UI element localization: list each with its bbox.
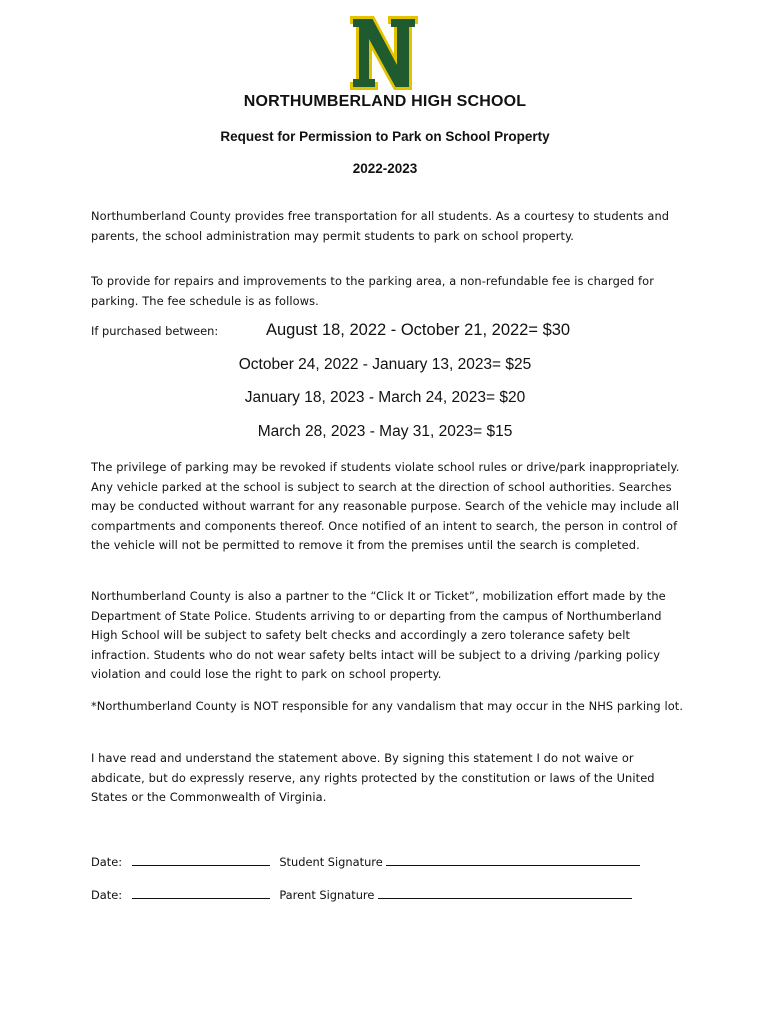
fee-line: January 18, 2023 - March 24, 2023= $20 [244, 389, 526, 406]
student-signature-label: Student Signature [279, 855, 383, 869]
school-year: 2022-2023 [352, 161, 418, 176]
acknowledgement-paragraph: I have read and understand the statement above. By signing this statement I do not waive or abdicate, but do expressly reserve, any rights protected by the constitution or laws of the United States or the Commonwealth of Virginia. [91, 751, 655, 804]
fee-line: March 28, 2023 - May 31, 2023= $15 [257, 423, 513, 440]
school-name: NORTHUMBERLAND HIGH SCHOOL [243, 93, 527, 110]
fee-line: August 18, 2022 - October 21, 2022= $30 [266, 321, 571, 339]
student-signature-field[interactable] [386, 853, 640, 866]
parent-signature-field[interactable] [378, 886, 632, 899]
parent-signature-row [91, 886, 632, 902]
parent-signature-label: Parent Signature [279, 888, 375, 902]
form-title: Request for Permission to Park on School Property [220, 129, 550, 144]
date-label: Date: [91, 888, 123, 902]
date-label: Date: [91, 855, 123, 869]
fee-line: October 24, 2022 - January 13, 2023= $25 [238, 356, 532, 373]
student-date-field[interactable] [132, 853, 270, 866]
parent-date-field[interactable] [132, 886, 270, 899]
intro-paragraph: Northumberland County provides free transportation for all students. As a courtesy to students and parents, the school administration may permit students to park on school property. [91, 209, 670, 243]
revocation-paragraph: The privilege of parking may be revoked if students violate school rules or drive/park inappropriately. Any vehicle parked at the school is subject to search at the direction of school authorities. Searches may be conducted without warrant for any reasonable purpose. Search of the vehicle may include all compartments and components thereof. Once notified of an intent to search, the person in control of the vehicle will not be permitted to remove it from the premises until the search is completed. [91, 460, 680, 552]
click-it-paragraph: Northumberland County is also a partner to the “Click It or Ticket”, mobilization effort made by the Department of State Police. Students arriving to or departing from the campus of Northumberland High School will be subject to safety belt checks and accordingly a zero tolerance safety belt infraction. Students who do not wear safety belts intact will be subject to a driving /parking policy violation and could lose the right to park on school property. [91, 589, 666, 681]
fee-intro-paragraph: To provide for repairs and improvements to the parking area, a non-refundable fee is charged for parking. The fee schedule is as follows. [91, 274, 655, 308]
fee-schedule-label: If purchased between: [91, 324, 219, 338]
vandalism-notice: *Northumberland County is NOT responsible for any vandalism that may occur in the NHS parking lot. [91, 699, 684, 713]
student-signature-row [91, 853, 640, 869]
school-logo-n [350, 16, 418, 90]
